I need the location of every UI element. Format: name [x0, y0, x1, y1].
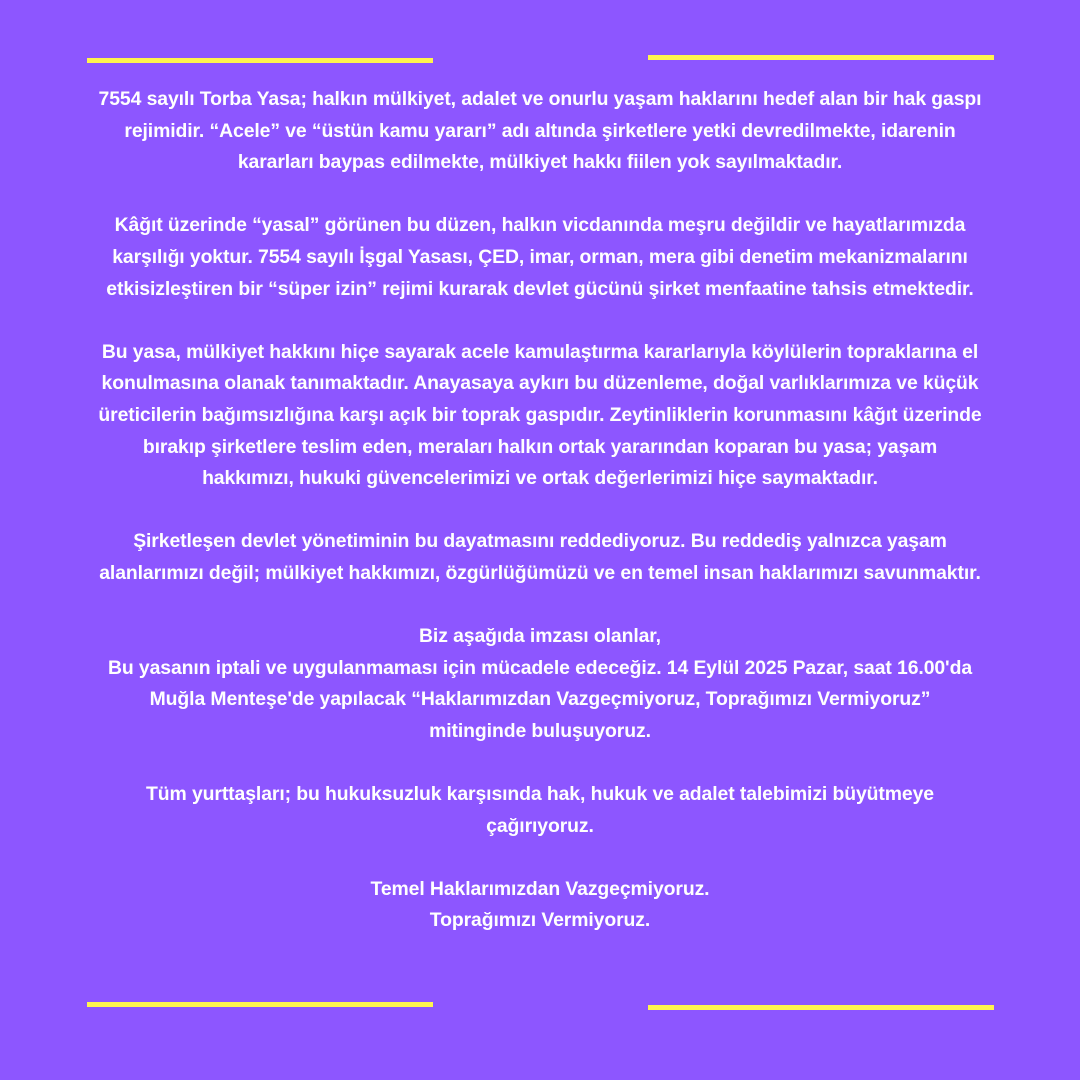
text-line: rejimidir. “Acele” ve “üstün kamu yararı” adı altında şirketlere yetki devredilmekte, idarenin	[124, 119, 956, 142]
text-line: Biz aşağıda imzası olanlar,	[419, 625, 661, 648]
paragraph-super-izin	[28, 210, 1052, 305]
text-line: karşılığı yoktur. 7554 sayılı İşgal Yasası, ÇED, imar, orman, mera gibi denetim mekanizmalarını	[112, 245, 968, 268]
statement-text	[28, 84, 1052, 937]
text-line: Kâğıt üzerinde “yasal” görünen bu düzen, halkın vicdanında meşru değildir ve hayatlarımızda	[114, 214, 966, 237]
text-line: çağırıyoruz.	[486, 814, 594, 837]
paragraph-slogan	[28, 874, 1052, 937]
text-line: alanlarımızı değil; mülkiyet hakkımızı, özgürlüğümüzü ve en temel insan haklarımızı savunmaktır.	[99, 561, 981, 584]
top-right-decorative-line	[648, 55, 994, 60]
text-line: kararları baypas edilmekte, mülkiyet hakkı fiilen yok sayılmaktadır.	[237, 151, 843, 174]
text-line: hakkımızı, hukuki güvencelerimizi ve ortak değerlerimizi hiçe saymaktadır.	[202, 467, 878, 490]
text-line: Şirketleşen devlet yönetiminin bu dayatmasını reddediyoruz. Bu reddediş yalnızca yaşam	[133, 530, 947, 553]
text-line: Bu yasa, mülkiyet hakkını hiçe sayarak acele kamulaştırma kararlarıyla köylülerin topraklarına el	[101, 340, 979, 363]
text-line: Bu yasanın iptali ve uygulanmaması için mücadele edeceğiz. 14 Eylül 2025 Pazar, saat 16.00'da	[108, 656, 972, 679]
paragraph-cagri	[28, 779, 1052, 842]
paragraph-kamulastirma	[28, 337, 1052, 495]
paragraph-miting	[28, 621, 1052, 747]
top-left-decorative-line	[87, 58, 433, 63]
text-line: konulmasına olanak tanımaktadır. Anayasaya aykırı bu düzenleme, doğal varlıklarımıza ve küçük	[101, 372, 979, 395]
text-line: Temel Haklarımızdan Vazgeçmiyoruz.	[370, 877, 710, 900]
paragraph-torba-yasa	[28, 84, 1052, 179]
text-line: etkisizleştiren bir “süper izin” rejimi kurarak devlet gücünü şirket menfaatine tahsis etmektedir.	[106, 277, 974, 300]
text-line: Tüm yurttaşları; bu hukuksuzluk karşısında hak, hukuk ve adalet talebimizi büyütmeye	[146, 783, 934, 806]
bottom-left-decorative-line	[87, 1002, 433, 1007]
paragraph-reddediyoruz	[28, 526, 1052, 589]
bottom-right-decorative-line	[648, 1005, 994, 1010]
text-line: Toprağımızı Vermiyoruz.	[429, 909, 651, 932]
text-line: 7554 sayılı Torba Yasa; halkın mülkiyet, adalet ve onurlu yaşam haklarını hedef alan bir hak gaspı	[98, 88, 982, 110]
text-line: mitinginde buluşuyoruz.	[429, 719, 651, 742]
text-line: bırakıp şirketlere teslim eden, meraları halkın ortak yararından koparan bu yasa; yaşam	[142, 435, 938, 458]
text-line: üreticilerin bağımsızlığına karşı açık bir toprak gaspıdır. Zeytinliklerin korunmasını kâğıt üzerinde	[98, 403, 982, 426]
text-line: Muğla Menteşe'de yapılacak “Haklarımızdan Vazgeçmiyoruz, Toprağımızı Vermiyoruz”	[149, 688, 931, 711]
